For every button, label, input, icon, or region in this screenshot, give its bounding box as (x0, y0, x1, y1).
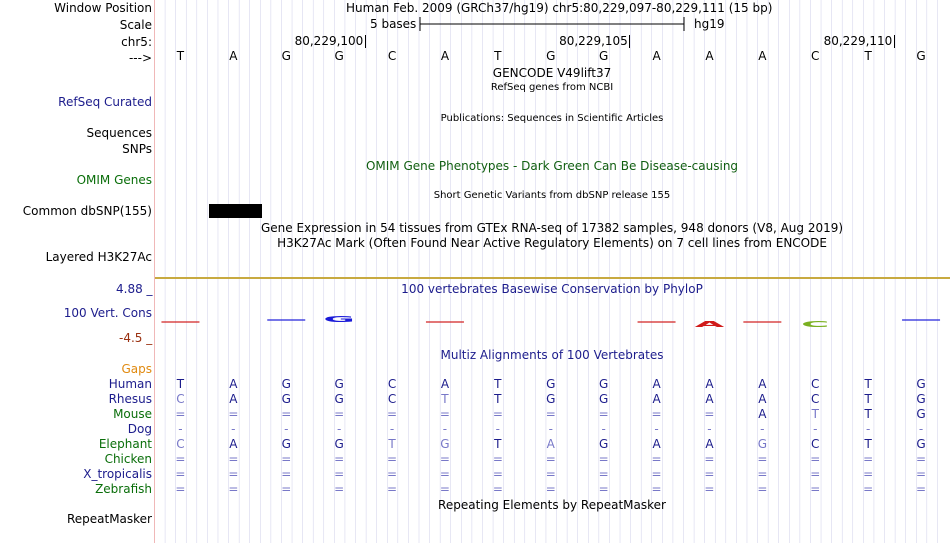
alignment-base: = (651, 452, 662, 466)
h3k27ac-track-title: H3K27Ac Mark (Often Found Near Active Regulatory Elements) on 7 cell lines from ENCODE (277, 236, 827, 250)
alignment-base: = (439, 407, 450, 421)
base-letter: C (811, 49, 820, 63)
alignment-base: A (705, 377, 714, 391)
scale-left-text: 5 bases (370, 17, 417, 31)
phylop-max-label: 4.88 _ (116, 282, 153, 296)
base-letter: C (387, 49, 397, 63)
publications-track-title: Publications: Sequences in Scientific Articles (440, 113, 664, 124)
alignment-base: = (757, 452, 768, 466)
alignment-base: = (916, 452, 927, 466)
alignment-base: G (440, 437, 450, 451)
alignment-base: = (387, 467, 398, 481)
alignment-base: = (545, 467, 556, 481)
chrom-label: chr5: (121, 35, 152, 49)
alignment-base: = (545, 452, 556, 466)
alignment-base: = (810, 452, 821, 466)
dbsnp-variant-block[interactable] (209, 204, 262, 218)
base-letter: G (546, 49, 556, 63)
alignment-base: G (598, 437, 609, 451)
gencode-track-title: GENCODE V49lift37 (492, 66, 612, 80)
alignment-base: = (334, 407, 345, 421)
alignment-base: = (492, 482, 503, 496)
alignment-base: G (281, 437, 291, 451)
alignment-base: = (916, 482, 927, 496)
alignment-base: = (757, 482, 768, 496)
alignment-base: T (494, 392, 502, 406)
phylop-min-label: -4.5 _ (119, 331, 153, 345)
alignment-base: T (176, 377, 185, 391)
gtex-track-title: Gene Expression in 54 tissues from GTEx RNA-seq of 17382 samples, 948 donors (V8, Aug 2019) (260, 221, 844, 235)
base-letter: T (494, 49, 502, 63)
dbsnp-track-title: Short Genetic Variants from dbSNP release 155 (433, 190, 671, 201)
track-label-snps[interactable]: SNPs (122, 142, 152, 156)
species-label[interactable]: Dog (127, 422, 152, 436)
base-letter: T (176, 49, 185, 63)
refseq-track-subtitle: RefSeq genes from NCBI (490, 82, 614, 93)
alignment-base: C (811, 377, 820, 391)
alignment-base: = (387, 452, 398, 466)
alignment-base: - (495, 422, 501, 436)
alignment-base: = (492, 467, 503, 481)
track-label-dbsnp[interactable]: Common dbSNP(155) (22, 204, 152, 218)
alignment-base: = (598, 452, 609, 466)
alignment-base: - (442, 422, 448, 436)
alignment-base: G (546, 392, 556, 406)
alignment-base: T (441, 392, 449, 406)
track-label-refseq[interactable]: RefSeq Curated (58, 95, 152, 109)
alignment-base: = (334, 482, 345, 496)
alignment-base: G (916, 392, 926, 406)
alignment-base: A (758, 392, 767, 406)
phylop-track-title: 100 vertebrates Basewise Conservation by PhyloP (401, 282, 703, 296)
alignment-base: = (492, 452, 503, 466)
species-label[interactable]: Chicken (104, 452, 152, 466)
alignment-base: G (281, 392, 291, 406)
alignment-base: A (229, 377, 238, 391)
track-group-divider (155, 277, 950, 279)
track-label-sequences[interactable]: Sequences (86, 126, 152, 140)
alignment-base: A (705, 392, 714, 406)
alignment-base: = (545, 482, 556, 496)
alignment-base: C (811, 437, 820, 451)
alignment-base: A (758, 377, 767, 391)
alignment-base: T (864, 377, 872, 391)
alignment-base: = (334, 452, 345, 466)
alignment-base: G (334, 377, 344, 391)
alignment-base: T (494, 437, 502, 451)
omim-track-title: OMIM Gene Phenotypes - Dark Green Can Be Disease-causing (365, 159, 739, 173)
alignment-base: = (281, 407, 292, 421)
alignment-base: - (707, 422, 712, 436)
alignment-base: = (228, 482, 239, 496)
phylop-bar (267, 319, 305, 321)
ruler-position-label: 80,229,100 (294, 34, 364, 48)
alignment-base: = (757, 467, 768, 481)
ruler-position-label: 80,229,110 (823, 34, 893, 48)
species-label[interactable]: Rhesus (108, 392, 152, 406)
alignment-base: T (864, 407, 872, 421)
alignment-base: G (598, 392, 609, 406)
alignment-base: = (704, 482, 715, 496)
alignment-base: = (810, 467, 821, 481)
alignment-base: = (704, 407, 715, 421)
species-label[interactable]: Elephant (98, 437, 152, 451)
alignment-base: - (865, 422, 871, 436)
alignment-base: = (598, 407, 609, 421)
multiz-track-title: Multiz Alignments of 100 Vertebrates (440, 348, 664, 362)
alignment-base: = (439, 482, 450, 496)
base-letter: G (281, 49, 291, 63)
species-label[interactable]: Human (108, 377, 152, 391)
alignment-base: - (231, 422, 236, 436)
alignment-base: G (757, 437, 767, 451)
alignment-base: T (864, 437, 872, 451)
track-label-gaps[interactable]: Gaps (121, 362, 152, 376)
alignment-base: - (813, 422, 818, 436)
scale-right-text: hg19 (694, 17, 725, 31)
alignment-base: = (281, 482, 292, 496)
alignment-base: = (281, 467, 292, 481)
alignment-base: G (916, 407, 926, 421)
ruler-tick (365, 35, 366, 48)
alignment-base: G (598, 377, 609, 391)
alignment-base: - (284, 422, 289, 436)
alignment-base: A (440, 377, 450, 391)
window-position-value: Human Feb. 2009 (GRCh37/hg19) chr5:80,229,097-80,229,111 (15 bp) (346, 1, 773, 15)
alignment-base: A (652, 377, 661, 391)
base-letter: A (652, 49, 661, 63)
base-letter: A (705, 49, 714, 63)
alignment-base: = (387, 482, 398, 496)
alignment-base: - (654, 422, 659, 436)
label-panel-border (154, 0, 155, 543)
ruler-tick (894, 35, 895, 48)
alignment-base: G (916, 377, 926, 391)
alignment-base: = (439, 452, 450, 466)
alignment-base: C (811, 392, 820, 406)
alignment-base: = (492, 407, 503, 421)
species-label[interactable]: Zebrafish (95, 482, 152, 496)
alignment-base: = (545, 407, 556, 421)
track-label-omim[interactable]: OMIM Genes (76, 173, 152, 187)
window-position-label: Window Position (54, 1, 152, 15)
alignment-base: T (494, 377, 502, 391)
phylop-bar (902, 319, 940, 321)
alignment-base: = (704, 467, 715, 481)
phylop-logo-letter: C (801, 319, 830, 330)
phylop-bar (426, 321, 464, 323)
alignment-base: T (864, 392, 872, 406)
track-label-repeatmasker[interactable]: RepeatMasker (66, 512, 152, 526)
alignment-base: C (176, 437, 185, 451)
alignment-base: - (601, 422, 606, 436)
alignment-base: = (281, 452, 292, 466)
phylop-bar (743, 321, 781, 323)
ruler-tick (629, 35, 630, 48)
alignment-base: - (760, 422, 765, 436)
alignment-base: = (651, 467, 662, 481)
alignment-base: = (651, 482, 662, 496)
ruler-position-label: 80,229,105 (559, 34, 628, 48)
alignment-base: = (863, 467, 874, 481)
alignment-base: = (175, 452, 186, 466)
species-label[interactable]: Mouse (113, 407, 152, 421)
alignment-base: G (334, 392, 344, 406)
base-letter: G (916, 49, 926, 63)
alignment-base: T (811, 407, 819, 421)
alignment-base: G (916, 437, 926, 451)
alignment-base: - (548, 422, 553, 436)
alignment-base: A (229, 392, 238, 406)
alignment-base: = (175, 482, 186, 496)
alignment-base: = (863, 452, 874, 466)
alignment-base: C (176, 392, 185, 406)
phylop-logo-letter: A (694, 319, 725, 330)
scale-bar (418, 16, 688, 32)
alignment-base: - (389, 422, 395, 436)
alignment-base: G (334, 437, 344, 451)
phylop-conservation-plot (155, 300, 950, 340)
phylop-bar (161, 321, 199, 323)
alignment-base: C (387, 377, 397, 391)
alignment-base: A (652, 392, 661, 406)
alignment-base: = (228, 452, 239, 466)
alignment-base: G (281, 377, 291, 391)
alignment-base: = (387, 407, 398, 421)
alignment-base: A (546, 437, 555, 451)
alignment-base: G (546, 377, 556, 391)
base-letter: A (229, 49, 238, 63)
alignment-base: = (916, 467, 927, 481)
alignment-base: = (228, 407, 239, 421)
alignment-base: C (387, 392, 397, 406)
track-label-h3k27ac[interactable]: Layered H3K27Ac (45, 250, 152, 264)
alignment-base: = (598, 482, 609, 496)
base-letter: A (440, 49, 450, 63)
alignment-base: - (178, 422, 183, 436)
alignment-base: A (705, 437, 714, 451)
alignment-base: = (598, 467, 609, 481)
alignment-base: = (651, 407, 662, 421)
base-letter: G (598, 49, 609, 63)
alignment-base: A (652, 437, 661, 451)
repeatmasker-track-title: Repeating Elements by RepeatMasker (438, 498, 666, 512)
alignment-base: = (334, 467, 345, 481)
alignment-base: = (175, 467, 186, 481)
alignment-base: = (704, 452, 715, 466)
track-label-cons[interactable]: 100 Vert. Cons (63, 306, 152, 320)
alignment-base: = (439, 467, 450, 481)
alignment-base: A (229, 437, 238, 451)
strand-toggle-label[interactable]: ---> (128, 51, 152, 65)
base-letter: T (864, 49, 872, 63)
alignment-base: - (918, 422, 924, 436)
alignment-base: = (810, 482, 821, 496)
species-label[interactable]: X_tropicalis (83, 467, 152, 481)
alignment-base: = (228, 467, 239, 481)
base-letter: G (334, 49, 344, 63)
alignment-base: T (388, 437, 396, 451)
alignment-base: = (175, 407, 186, 421)
scale-label: Scale (119, 18, 152, 32)
alignment-base: = (863, 482, 874, 496)
alignment-base: - (336, 422, 342, 436)
base-letter: A (758, 49, 767, 63)
phylop-logo-letter: G (323, 314, 355, 325)
phylop-bar (638, 321, 676, 323)
alignment-base: A (758, 407, 767, 421)
